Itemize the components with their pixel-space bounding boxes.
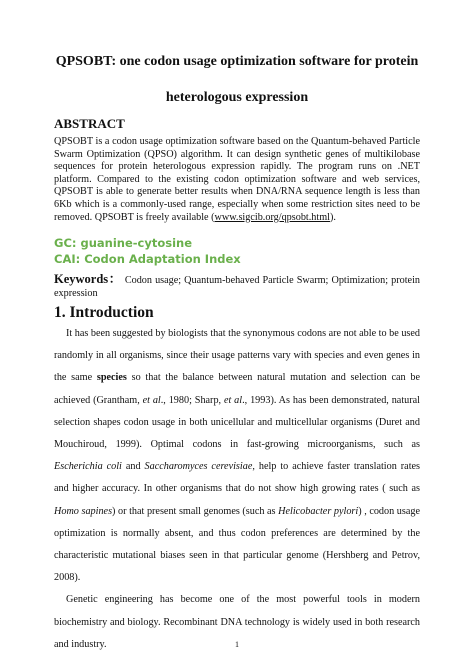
introduction-paragraph-2: Genetic engineering has become one of the most powerful tools in modern biochemistry and biology. Recombinant DNA technology is widely used in both research and industry. bbox=[54, 594, 420, 650]
p1-text-b: so that the balance between natural mutation and selection can be achieved (Grantham, bbox=[54, 372, 420, 406]
p1-species-ecoli: Escherichia coli bbox=[54, 461, 122, 473]
introduction-paragraph-1 bbox=[54, 323, 420, 589]
p1-species-helicobacter: Helicobacter pylori bbox=[278, 505, 359, 517]
p1-text-g: ) or that present small genomes (such as bbox=[112, 505, 279, 517]
p1-text-e: and bbox=[121, 461, 145, 473]
p1-text-d: ., 1993). As has been demonstrated, natural selection shapes codon usage in both unicellular and multicellular organisms (Duret and Mouchiroud, 1999). Optimal codons in fast-growing microorganisms, such as bbox=[54, 394, 420, 451]
keywords-text: Codon usage; Quantum-behaved Particle Swarm; Optimization; protein expression bbox=[54, 275, 420, 299]
paper-title-line-1: QPSOBT: one codon usage optimization software for protein bbox=[55, 54, 419, 69]
abstract-heading: ABSTRACT bbox=[54, 116, 125, 131]
abstract-url-link[interactable]: www.sigcib.org/qpsobt.html bbox=[214, 211, 330, 223]
abstract-body bbox=[54, 136, 420, 224]
keywords-label: Keywords： bbox=[54, 272, 122, 286]
abbreviation-gc: GC: guanine-cytosine bbox=[54, 236, 193, 250]
paper-title-line-2: heterologous expression bbox=[165, 90, 309, 105]
p1-text-c: ., 1980; Sharp, bbox=[160, 394, 224, 406]
p1-species-homo: Homo sapines bbox=[54, 505, 113, 517]
introduction-heading: 1. Introduction bbox=[54, 304, 154, 321]
p1-text-h: ) , codon usage optimization is normally absent, and thus codon preferences are determined by the characteristic mutational biases seen in that particular genome (Hershberg and Petrov, 2008). bbox=[54, 505, 420, 584]
abstract-text: QPSOBT is a codon usage optimization software based on the Quantum-behaved Particle Swarm Optimization (QPSO) algorithm. It can design synthetic genes of multikilobase sequences for protein heterologous expression rapidly. The program runs on .NET platform. Compared to the existing codon optimization software and web services, QPSOBT is able to generate better results when DNA/RNA sequence length is less than 6Kb which is a commonly-used range, especially when some restriction sites need to be removed. QPSOBT is freely available ( bbox=[54, 136, 420, 223]
introduction-body bbox=[54, 323, 420, 656]
p1-etal-1: et al bbox=[142, 394, 161, 406]
abstract-text-end: ). bbox=[329, 211, 336, 223]
p1-bold-species: species bbox=[96, 372, 127, 384]
p1-text-f: , help to achieve faster translation rates and higher accuracy. In other organisms that do not show high growing rates ( such as bbox=[54, 461, 421, 495]
page-number: 1 bbox=[235, 640, 239, 649]
abbreviation-cai: CAI: Codon Adaptation Index bbox=[54, 252, 241, 266]
p1-text-a: It has been suggested by biologists that the synonymous codons are not able to be used randomly in all organisms, since their usage patterns vary with species and even genes in the same bbox=[54, 328, 420, 384]
p1-etal-2: et al bbox=[223, 394, 243, 406]
p1-species-yeast: Saccharomyces cerevisiae bbox=[144, 461, 253, 473]
keywords-line bbox=[54, 273, 420, 300]
